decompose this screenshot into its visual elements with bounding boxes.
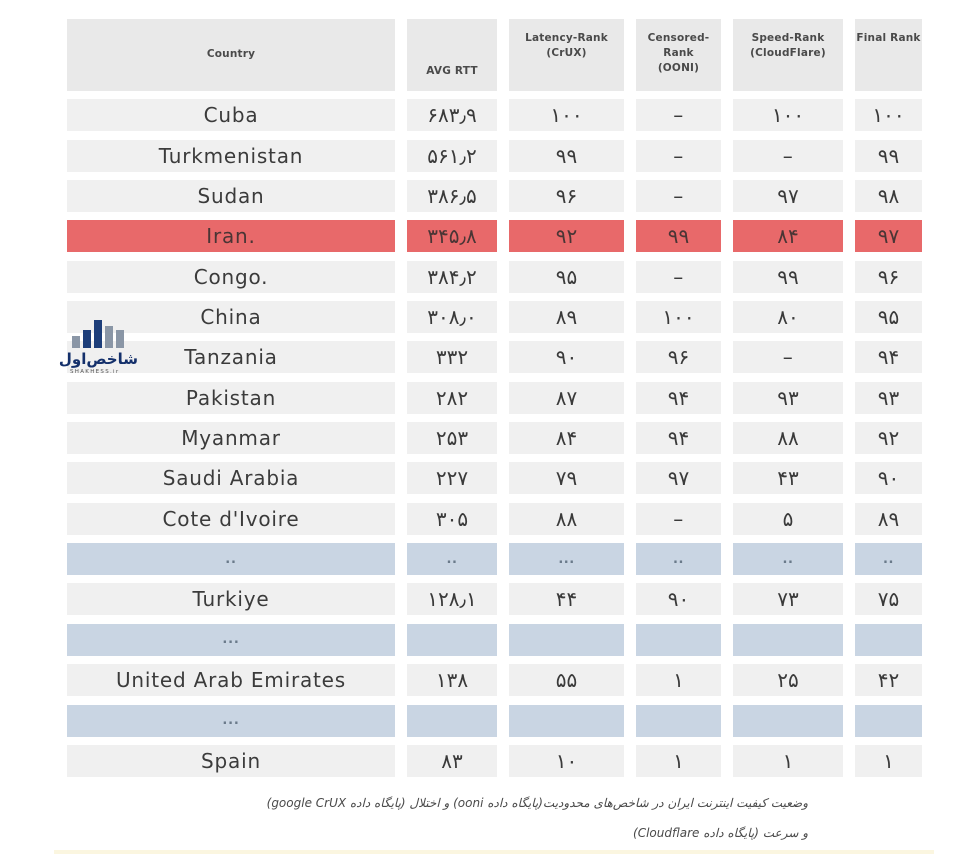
cell-speed-rank — [733, 624, 843, 656]
cell-speed-rank: .. — [733, 543, 843, 575]
cell-speed-rank: ۹۷ — [733, 180, 843, 212]
cell-avg-rtt: ۳۳۲ — [407, 341, 497, 373]
cell-latency-rank: ۵۵ — [509, 664, 624, 696]
cell-latency-rank: ۹۰ — [509, 341, 624, 373]
header-latency-rank: Latency-Rank (CrUX) — [509, 19, 624, 91]
cell-avg-rtt: ۳۰۸٫۰ — [407, 301, 497, 333]
cell-country: Tanzania — [67, 341, 395, 373]
header-avg-rtt: AVG RTT — [407, 19, 497, 91]
cell-censored-rank: ۱ — [636, 664, 721, 696]
cell-censored-rank: ۹۰ — [636, 583, 721, 615]
cell-final-rank — [855, 624, 922, 656]
cell-censored-rank — [636, 705, 721, 737]
cell-final-rank: ۹۲ — [855, 422, 922, 454]
watermark-logo-text: شاخص‌اول — [58, 350, 138, 368]
cell-latency-rank: ... — [509, 543, 624, 575]
cell-avg-rtt: ۳۸۴٫۲ — [407, 261, 497, 293]
cell-country: Saudi Arabia — [67, 462, 395, 494]
caption-line-1: وضعیت کیفیت اینترنت ایران در شاخص‌های محدودیت(پایگاه داده ooni) و اختلال (پایگاه داده google CrUX) — [266, 796, 808, 810]
cell-censored-rank: .. — [636, 543, 721, 575]
bar-chart-logo-icon — [72, 320, 138, 348]
cell-final-rank: ۹۰ — [855, 462, 922, 494]
cell-censored-rank: ۱۰۰ — [636, 301, 721, 333]
cell-country: Cuba — [67, 99, 395, 131]
cell-speed-rank: ۱۰۰ — [733, 99, 843, 131]
cell-latency-rank: ۷۹ — [509, 462, 624, 494]
cell-final-rank: ۱۰۰ — [855, 99, 922, 131]
cell-latency-rank: ۱۰۰ — [509, 99, 624, 131]
cell-final-rank: ۹۹ — [855, 140, 922, 172]
cell-speed-rank: – — [733, 341, 843, 373]
cell-avg-rtt: ۶۸۳٫۹ — [407, 99, 497, 131]
cell-final-rank: .. — [855, 543, 922, 575]
cell-censored-rank: – — [636, 261, 721, 293]
cell-censored-rank: – — [636, 140, 721, 172]
cell-country: China — [67, 301, 395, 333]
cell-latency-rank: ۹۹ — [509, 140, 624, 172]
cell-avg-rtt: .. — [407, 543, 497, 575]
cell-country: Iran. — [67, 220, 395, 252]
cell-avg-rtt: ۱۲۸٫۱ — [407, 583, 497, 615]
cell-final-rank: ۱ — [855, 745, 922, 777]
cell-avg-rtt: ۳۸۶٫۵ — [407, 180, 497, 212]
cell-avg-rtt: ۲۵۳ — [407, 422, 497, 454]
cell-country: Myanmar — [67, 422, 395, 454]
cell-avg-rtt: ۳۴۵٫۸ — [407, 220, 497, 252]
cell-avg-rtt: ۵۶۱٫۲ — [407, 140, 497, 172]
cell-country: Pakistan — [67, 382, 395, 414]
cell-latency-rank: ۹۵ — [509, 261, 624, 293]
ranking-table — [58, 19, 921, 777]
cell-country: Turkiye — [67, 583, 395, 615]
page-bottom-strip — [54, 850, 934, 854]
cell-final-rank: ۸۹ — [855, 503, 922, 535]
cell-country: Congo. — [67, 261, 395, 293]
cell-censored-rank: – — [636, 180, 721, 212]
cell-speed-rank: ۱ — [733, 745, 843, 777]
cell-country: Spain — [67, 745, 395, 777]
cell-censored-rank: – — [636, 99, 721, 131]
cell-latency-rank — [509, 705, 624, 737]
cell-censored-rank: ۹۷ — [636, 462, 721, 494]
cell-country: Cote d'Ivoire — [67, 503, 395, 535]
cell-latency-rank: ۸۹ — [509, 301, 624, 333]
cell-final-rank: ۹۶ — [855, 261, 922, 293]
cell-speed-rank: ۹۳ — [733, 382, 843, 414]
cell-final-rank: ۴۲ — [855, 664, 922, 696]
cell-avg-rtt — [407, 624, 497, 656]
cell-final-rank: ۹۷ — [855, 220, 922, 252]
cell-speed-rank: – — [733, 140, 843, 172]
cell-country: Sudan — [67, 180, 395, 212]
watermark-sub-text: SHAKHESS.ir — [70, 369, 120, 375]
cell-avg-rtt: ۳۰۵ — [407, 503, 497, 535]
cell-latency-rank: ۹۶ — [509, 180, 624, 212]
cell-speed-rank: ۸۴ — [733, 220, 843, 252]
header-censored-rank: Censored- Rank (OONI) — [636, 19, 721, 91]
cell-speed-rank — [733, 705, 843, 737]
cell-censored-rank: ۹۹ — [636, 220, 721, 252]
cell-final-rank: ۹۴ — [855, 341, 922, 373]
cell-final-rank: ۹۵ — [855, 301, 922, 333]
cell-latency-rank: ۴۴ — [509, 583, 624, 615]
cell-latency-rank: ۹۲ — [509, 220, 624, 252]
cell-censored-rank: ۹۴ — [636, 382, 721, 414]
cell-avg-rtt — [407, 705, 497, 737]
cell-latency-rank: ۸۸ — [509, 503, 624, 535]
cell-country: United Arab Emirates — [67, 664, 395, 696]
cell-avg-rtt: ۸۳ — [407, 745, 497, 777]
caption-line-2: و سرعت (پایگاه داده Cloudflare) — [633, 826, 808, 840]
cell-country: Turkmenistan — [67, 140, 395, 172]
header-country: Country — [67, 19, 395, 91]
cell-avg-rtt: ۲۲۷ — [407, 462, 497, 494]
cell-latency-rank: ۸۷ — [509, 382, 624, 414]
cell-final-rank: ۹۸ — [855, 180, 922, 212]
header-speed-rank: Speed-Rank (CloudFlare) — [733, 19, 843, 91]
cell-speed-rank: ۲۵ — [733, 664, 843, 696]
cell-latency-rank: ۱۰ — [509, 745, 624, 777]
cell-speed-rank: ۴۳ — [733, 462, 843, 494]
cell-speed-rank: ۹۹ — [733, 261, 843, 293]
cell-latency-rank — [509, 624, 624, 656]
site-watermark — [58, 320, 138, 382]
cell-country: ... — [67, 624, 395, 656]
cell-avg-rtt: ۲۸۲ — [407, 382, 497, 414]
cell-country: ... — [67, 705, 395, 737]
cell-final-rank: ۹۳ — [855, 382, 922, 414]
cell-censored-rank: – — [636, 503, 721, 535]
cell-censored-rank: ۱ — [636, 745, 721, 777]
cell-censored-rank: ۹۴ — [636, 422, 721, 454]
cell-speed-rank: ۸۰ — [733, 301, 843, 333]
cell-censored-rank — [636, 624, 721, 656]
cell-speed-rank: ۸۸ — [733, 422, 843, 454]
cell-country: .. — [67, 543, 395, 575]
cell-censored-rank: ۹۶ — [636, 341, 721, 373]
cell-speed-rank: ۷۳ — [733, 583, 843, 615]
header-final-rank: Final Rank — [855, 19, 922, 91]
cell-final-rank: ۷۵ — [855, 583, 922, 615]
cell-latency-rank: ۸۴ — [509, 422, 624, 454]
cell-avg-rtt: ۱۳۸ — [407, 664, 497, 696]
cell-speed-rank: ۵ — [733, 503, 843, 535]
cell-final-rank — [855, 705, 922, 737]
